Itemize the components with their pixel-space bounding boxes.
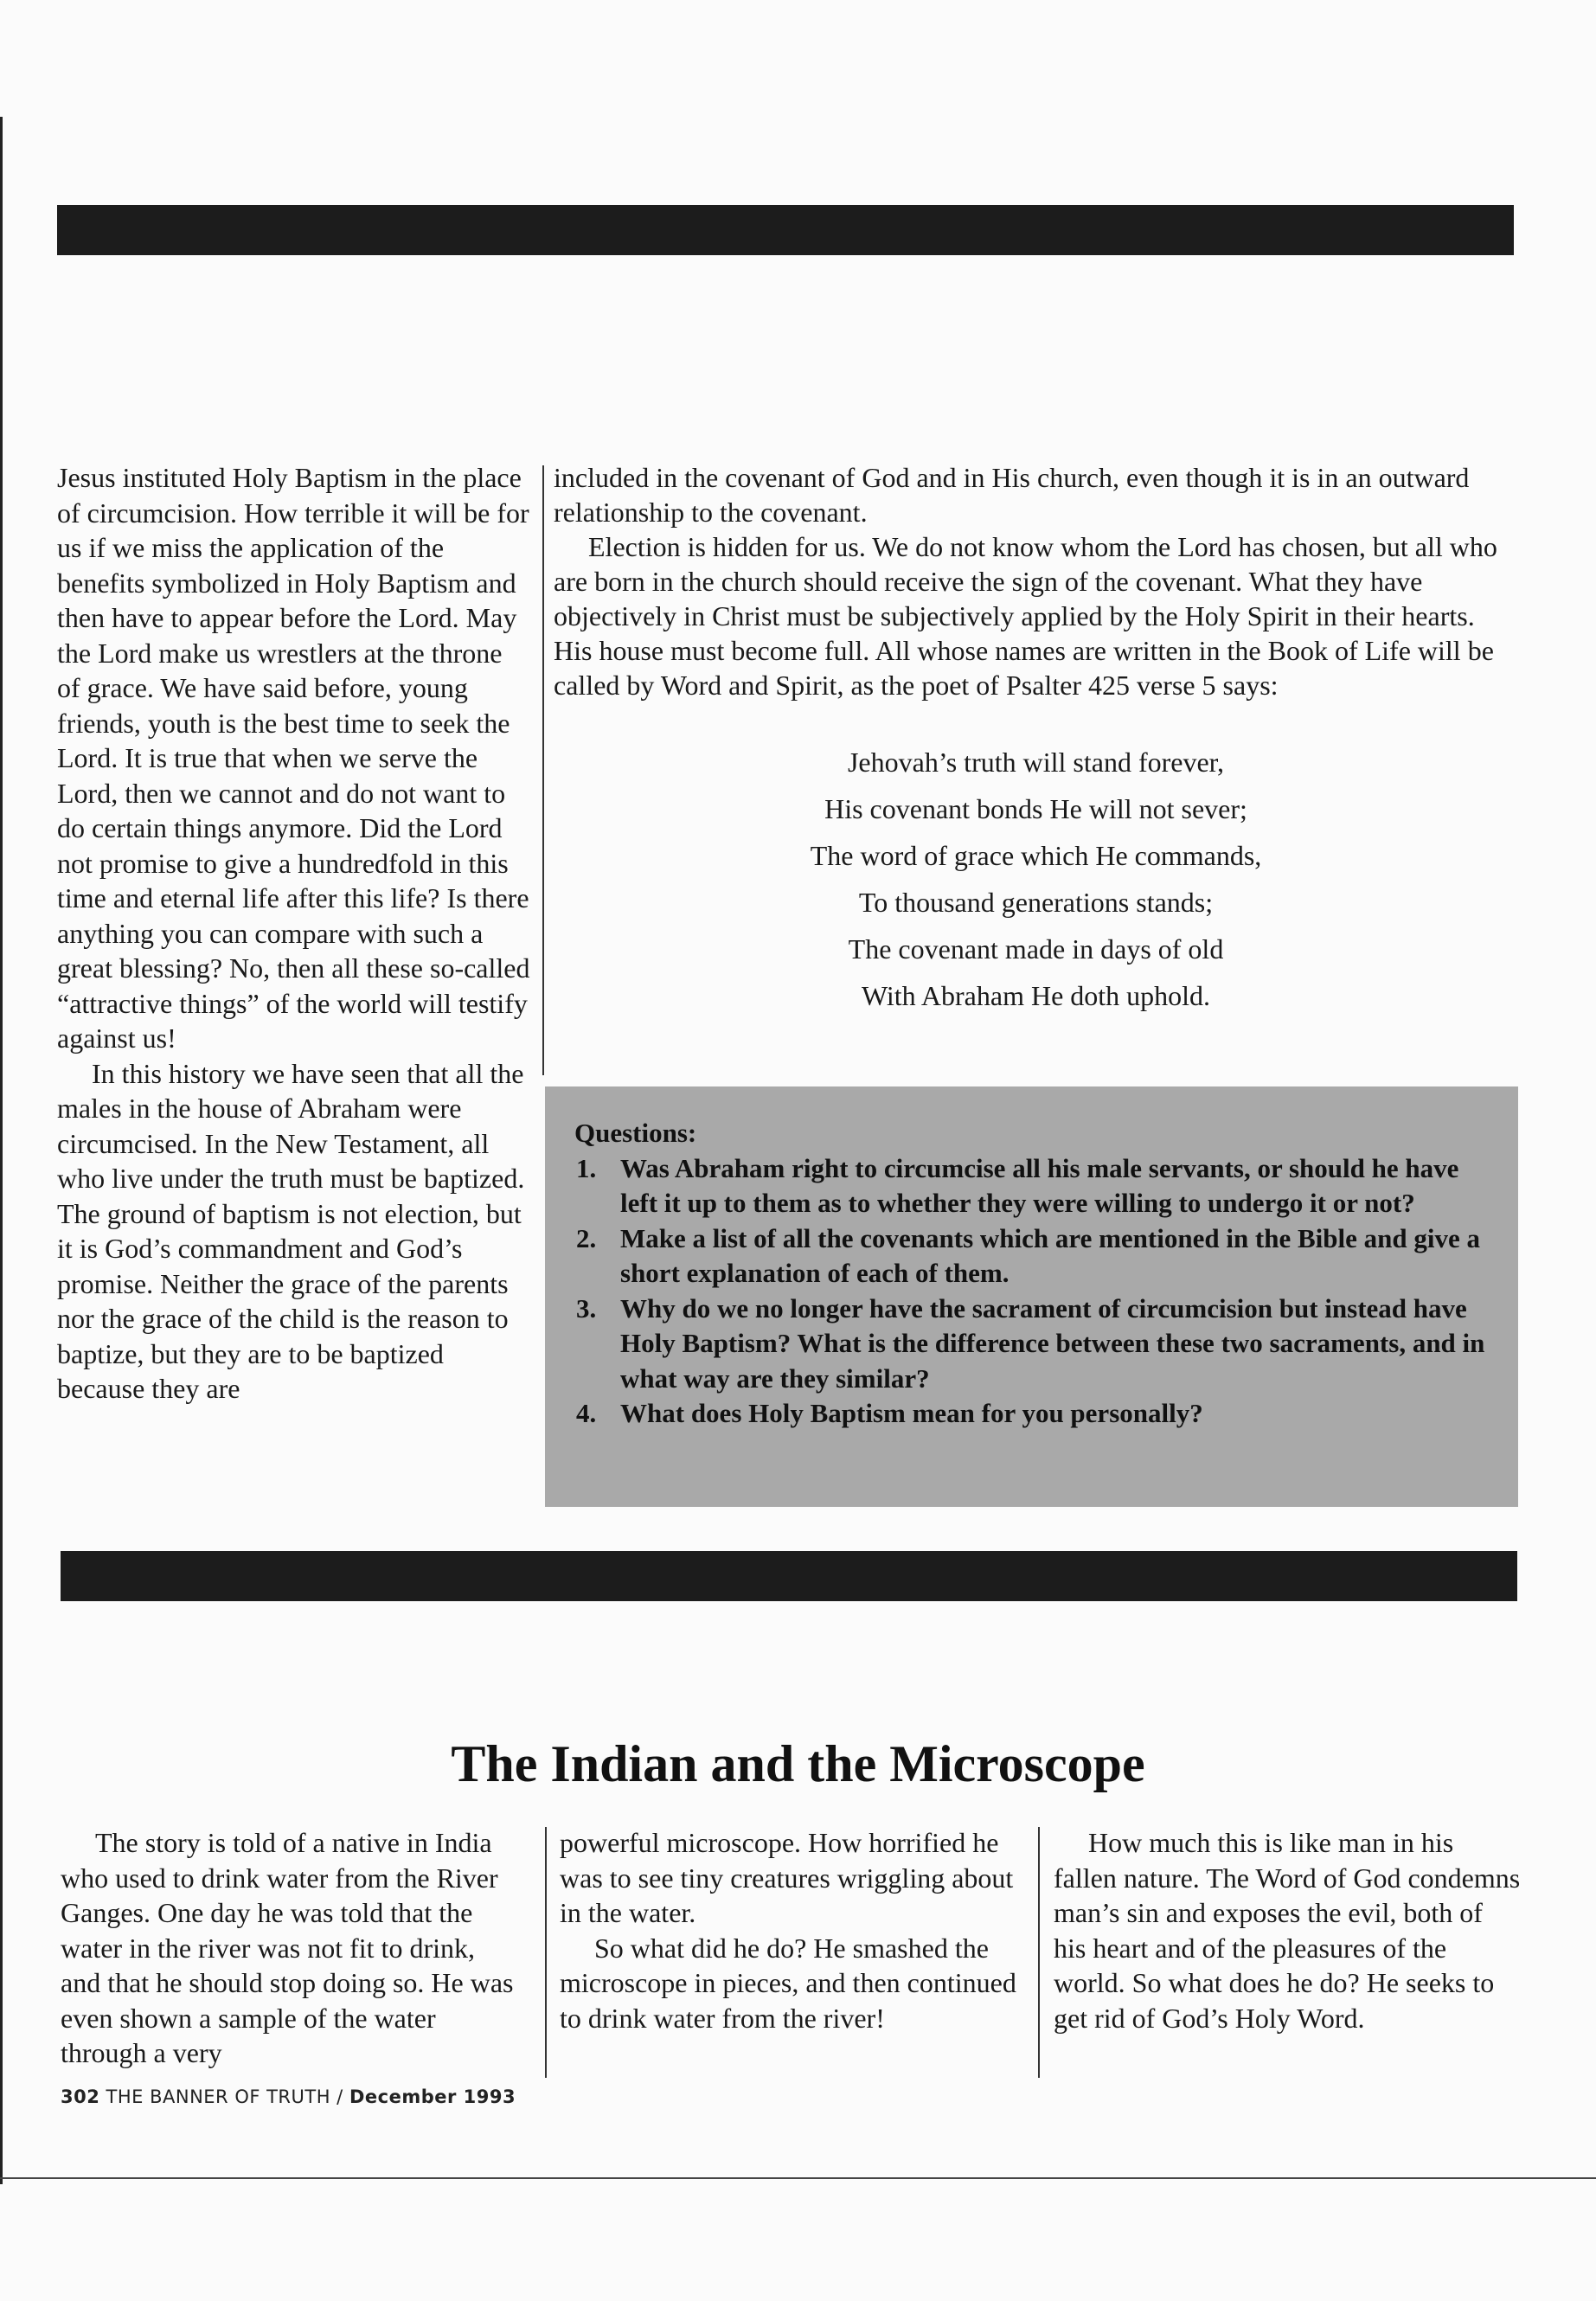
issue-date: December 1993 <box>349 2086 516 2107</box>
story-column-2 <box>560 1825 1027 2035</box>
page-footer <box>61 2086 516 2107</box>
poem-line: Jehovah’s truth will stand forever, <box>847 747 1225 778</box>
paragraph: So what did he do? He smashed the microscope in pieces, and then continued to drink water from the river! <box>560 1932 1016 2034</box>
paragraph: powerful microscope. How horrified he was to see tiny creatures wriggling about in the water. <box>560 1827 1014 1928</box>
question-number: 4. <box>576 1398 597 1428</box>
article-right-column <box>554 460 1518 1019</box>
page-edge-bottom <box>0 2177 1596 2179</box>
question-text: Why do we no longer have the sacrament of circumcision but instead have Holy Baptism? What is the difference between these two sacraments, and in what way are they similar? <box>620 1292 1485 1394</box>
column-rule <box>542 465 544 1075</box>
paragraph: included in the covenant of God and in His church, even though it is in an outward relationship to the covenant. <box>554 462 1470 528</box>
poem-line: To thousand generations stands; <box>858 887 1214 918</box>
decorative-bar-middle <box>61 1551 1517 1601</box>
poem-line: The word of grace which He commands, <box>810 840 1262 871</box>
questions-box <box>545 1086 1518 1507</box>
page-edge-left <box>0 117 3 2184</box>
paragraph: The story is told of a native in India who used to drink water from the River Ganges. One day he was told that the water in the river was not fit to drink, and that he should stop doing so. He was even shown a sample of the water through a very <box>61 1827 514 2068</box>
poem-line: With Abraham He doth uphold. <box>861 980 1211 1011</box>
question-number: 1. <box>576 1152 597 1183</box>
article-left-column <box>57 460 531 1407</box>
question-item <box>576 1221 1502 1292</box>
page-number: 302 <box>61 2086 100 2107</box>
poem-line: His covenant bonds He will not sever; <box>824 793 1247 824</box>
paragraph: In this history we have seen that all the males in the house of Abraham were circumcised. In the New Testament, all who live under the truth must be baptized. The ground of baptism is not election, but it is God’s commandment and God’s promise. Neither the grace of the parents nor the grace of the child is the reason to baptize, but they are to be baptized because they are <box>57 1057 525 1404</box>
question-item <box>576 1292 1502 1397</box>
question-number: 3. <box>576 1292 597 1324</box>
question-text: Was Abraham right to circumcise all his male servants, or should he have left it up to them as to whether they were willing to undergo it or not? <box>620 1152 1459 1218</box>
question-item <box>576 1396 1502 1432</box>
publication-name: THE BANNER OF TRUTH / <box>106 2086 343 2107</box>
paragraph: Election is hidden for us. We do not know whom the Lord has chosen, but all who are born in the church should receive the sign of the covenant. What they have objectively in Christ must be subjectively applied by the Holy Spirit in their hearts. His house must become full. All whose names are written in the Book of Life will be called by Word and Spirit, as the poet of Psalter 425 verse 5 says: <box>554 531 1497 701</box>
poem-line: The covenant made in days of old <box>848 933 1224 965</box>
article-title: The Indian and the Microscope <box>451 1735 1145 1792</box>
story-column-1 <box>61 1825 519 2071</box>
question-item <box>576 1151 1502 1221</box>
questions-heading: Questions: <box>574 1118 697 1148</box>
decorative-bar-top <box>57 205 1514 255</box>
paragraph: Jesus instituted Holy Baptism in the place of circumcision. How terrible it will be for us if we miss the application of the benefits symbolized in Holy Baptism and then have to appear before the Lord. May the Lord make us wrestlers at the throne of grace. We have said before, young friends, youth is the best time to seek the Lord. It is true that when we serve the Lord, then we cannot and do not want to do certain things anymore. Did the Lord not promise to give a hundredfold in this time and eternal life after this life? Is there anything you can compare with such a great blessing? No, then all these so-called “attractive things” of the world will testify against us! <box>57 462 530 1054</box>
question-text: What does Holy Baptism mean for you personally? <box>620 1398 1203 1428</box>
psalter-verse <box>554 739 1518 1019</box>
question-number: 2. <box>576 1222 597 1253</box>
column-rule <box>545 1827 547 2078</box>
column-rule <box>1038 1827 1040 2078</box>
question-text: Make a list of all the covenants which are mentioned in the Bible and give a short explanation of each of them. <box>620 1222 1481 1288</box>
story-column-3 <box>1054 1825 1521 2035</box>
paragraph: How much this is like man in his fallen nature. The Word of God condemns man’s sin and exposes the evil, both of his heart and of the pleasures of the world. So what does he do? He seeks to get rid of God’s Holy Word. <box>1054 1827 1521 2034</box>
